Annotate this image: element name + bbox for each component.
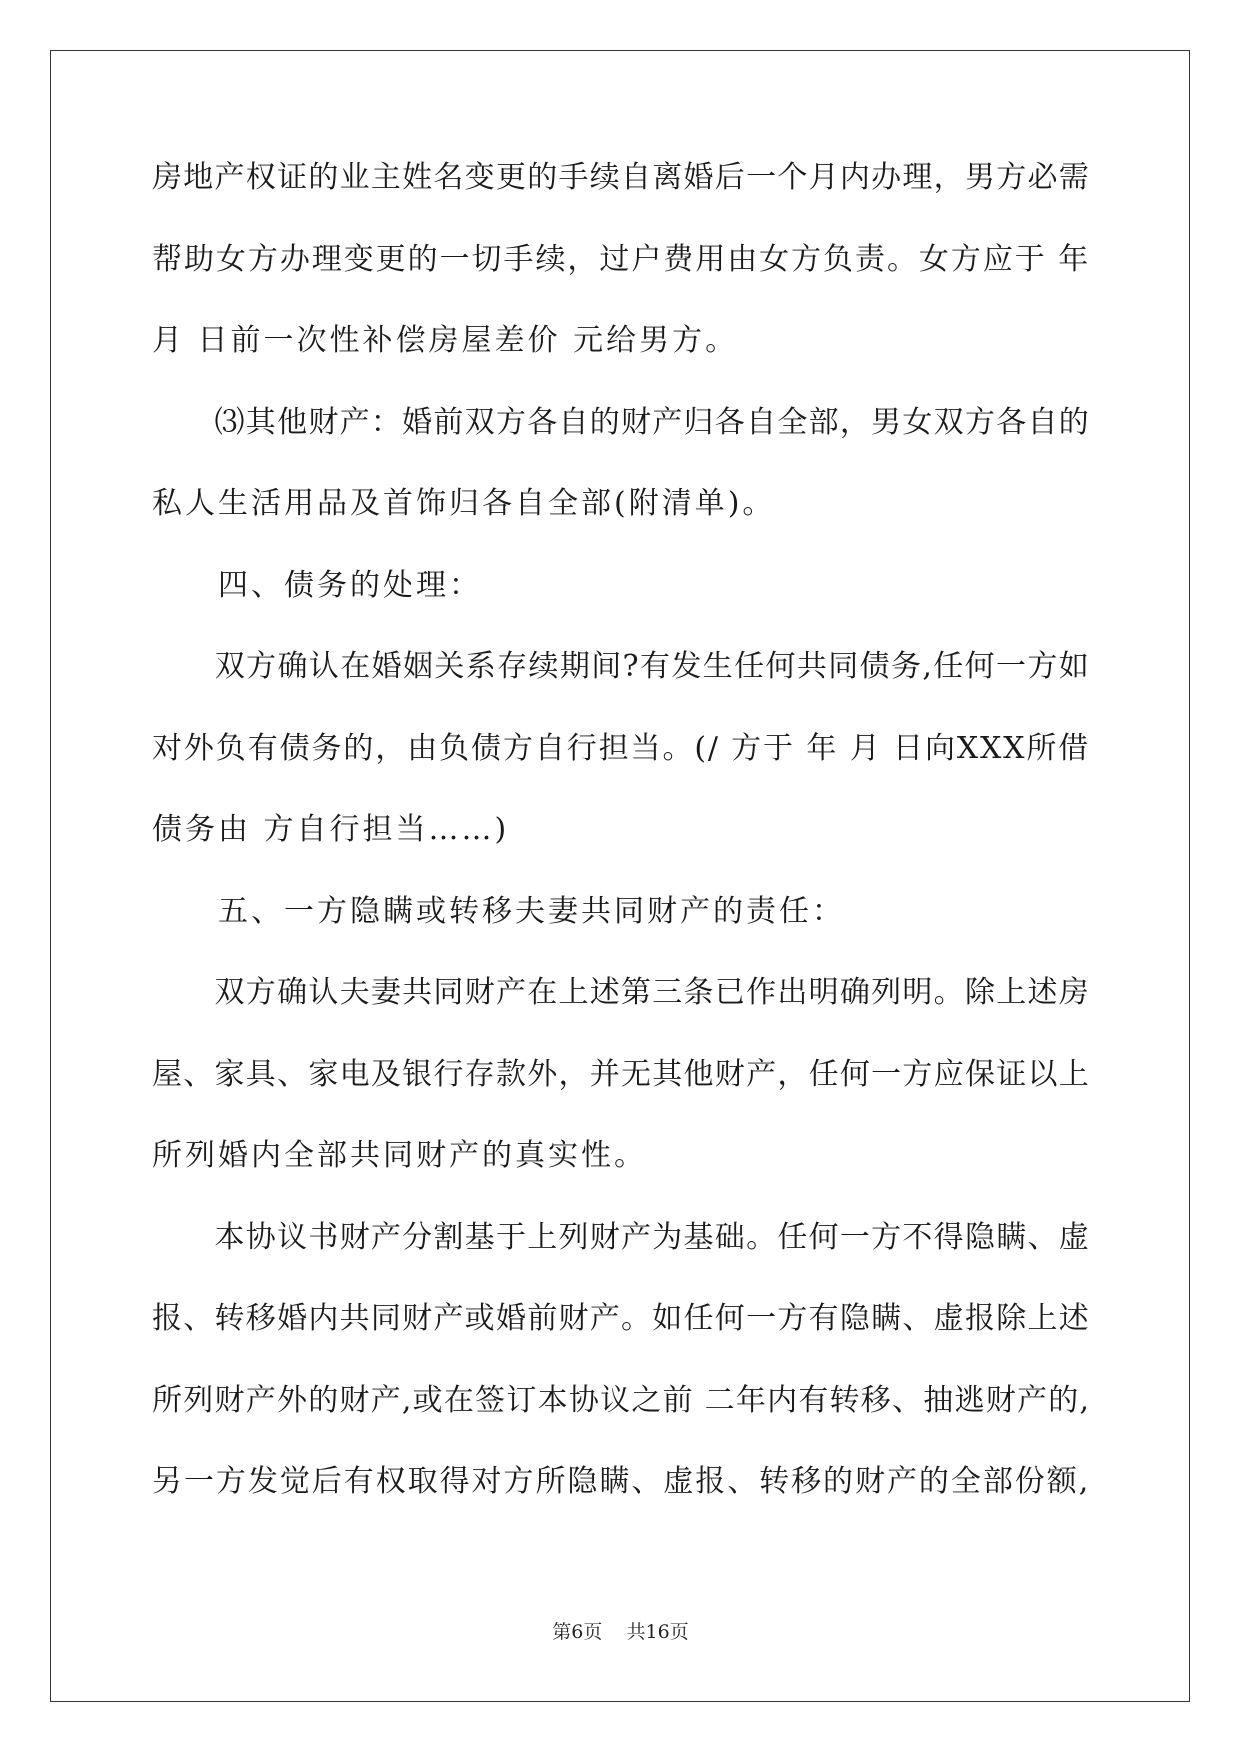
text-line: 双方确认在婚姻关系存续期间?有发生任何共同债务,任何一方如 (152, 649, 1090, 684)
section-heading: 五、一方隐瞒或转移夫妻共同财产的责任： (152, 893, 845, 929)
text-line: 私人生活用品及首饰归各自全部(附清单)。 (152, 486, 776, 521)
text-line: ⑶其他财产：婚前双方各自的财产归各自全部，男女双方各自的 (152, 404, 1090, 440)
text-line: 屋、家具、家电及银行存款外，并无其他财产，任何一方应保证以上 (152, 1056, 1090, 1092)
text-line: 所列婚内全部共同财产的真实性。 (152, 1138, 647, 1173)
text-line: 双方确认夫妻共同财产在上述第三条已作出明确列明。除上述房 (152, 975, 1090, 1010)
page-footer (0, 1621, 1241, 1643)
text-line: 本协议书财产分割基于上列财产为基础。任何一方不得隐瞒、虚 (152, 1219, 1090, 1255)
text-line: 债务由 方自行担当……) (152, 812, 510, 847)
document-body (152, 160, 1090, 1549)
text-line: 另一方发觉后有权取得对方所隐瞒、虚报、转移的财产的全部份额, (152, 1464, 1090, 1499)
text-line: 报、转移婚内共同财产或婚前财产。如任何一方有隐瞒、虚报除上述 (152, 1301, 1090, 1336)
text-line: 月 日前一次性补偿房屋差价 元给男方。 (152, 323, 739, 358)
text-line: 对外负有债务的，由负债方自行担当。(/ 方于 年 月 日向XXX所借 (152, 730, 1090, 766)
text-line: 房地产权证的业主姓名变更的手续自离婚后一个月内办理，男方必需 (152, 160, 1090, 195)
page-number: 第6页 (552, 1621, 603, 1643)
section-heading: 四、债务的处理： (152, 567, 482, 603)
page-total: 共16页 (626, 1621, 689, 1643)
text-line: 帮助女方办理变更的一切手续，过户费用由女方负责。女方应于 年 (152, 241, 1090, 277)
text-line: 所列财产外的财产,或在签订本协议之前 二年内有转移、抽逃财产的, (152, 1382, 1090, 1418)
